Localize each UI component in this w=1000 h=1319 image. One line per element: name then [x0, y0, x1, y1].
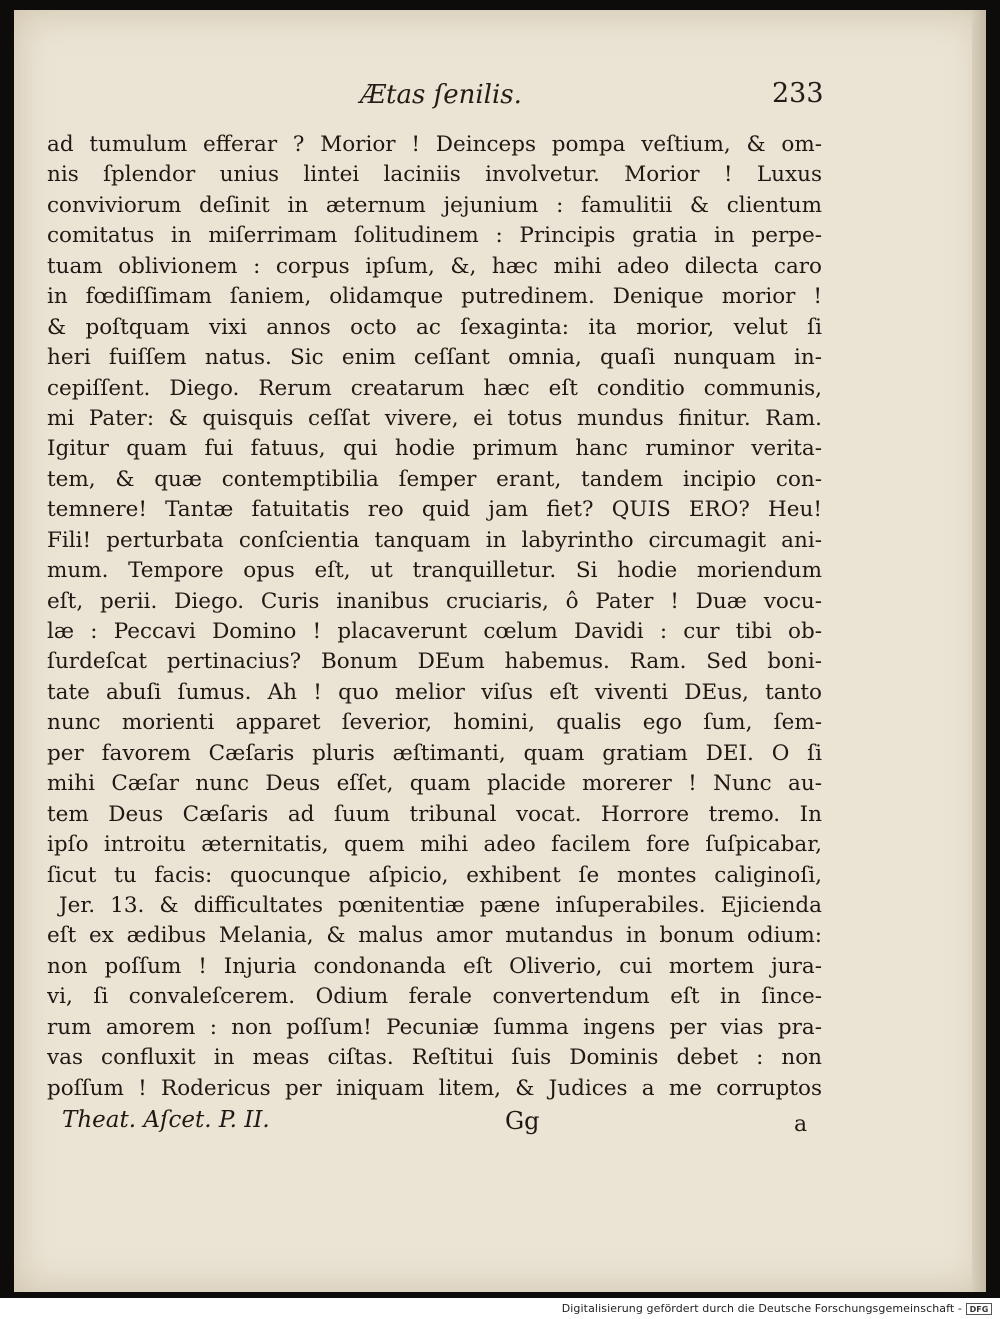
text-line: poſſum ! Rodericus per iniquam litem, & Judices a me corruptos: [47, 1075, 822, 1101]
text-line: conviviorum deſinit in æternum jejunium : famulitii & clientum: [47, 192, 822, 218]
text-line: per favorem Cæſaris pluris æſtimanti, quam gratiam DEI. O ſi: [47, 740, 822, 766]
text-line: nis ſplendor unius lintei laciniis involvetur. Morior ! Luxus: [47, 162, 822, 188]
text-line: Fili! perturbata conſcientia tanquam in labyrintho circumagit ani-: [47, 527, 822, 553]
page-number: 233: [772, 78, 824, 109]
text-line: ipſo introitu æternitatis, quem mihi adeo facilem fore ſuſpicabar,: [47, 832, 822, 858]
text-line: rum amorem : non poſſum! Pecuniæ ſumma ingens per vias pra-: [47, 1014, 822, 1040]
text-line: læ : Peccavi Domino ! placaverunt cœlum Davidi : cur tibi ob-: [47, 619, 822, 644]
text-line: comitatus in miſerrimam ſolitudinem : Principis gratia in perpe-: [47, 223, 822, 249]
text-line: mihi Cæſar nunc Deus eſſet, quam placide morerer ! Nunc au-: [47, 771, 822, 797]
text-line: eſt ex ædibus Melania, & malus amor mutandus in bonum odium:: [47, 923, 822, 949]
footer-book-title: Theat. Aſcet. P. II.: [62, 1107, 270, 1133]
dfg-logo-icon: DFG: [966, 1303, 992, 1315]
text-line: ad tumulum efferar ? Morior ! Deinceps pompa veſtium, & om-: [47, 132, 822, 157]
body-text: [47, 130, 822, 1104]
text-line: tem, & quæ contemptibilia ſemper erant, tandem incipio con-: [47, 466, 822, 492]
text-line: vas confluxit in meas ciſtas. Reſtitui ſuis Dominis debet : non: [47, 1045, 822, 1071]
text-line: temnere! Tantæ fatuitatis reo quid jam fiet? QUIS ERO? Heu!: [47, 497, 822, 523]
text-line: Igitur quam fui fatuus, qui hodie primum hanc ruminor verita-: [47, 436, 822, 462]
text-line: tem Deus Cæſaris ad ſuum tribunal vocat. Horrore tremo. In: [47, 801, 822, 827]
text-line: ſurdeſcat pertinacius? Bonum DEum habemus. Ram. Sed boni-: [47, 649, 822, 675]
text-line: mi Pater: & quisquis ceſſat vivere, ei totus mundus finitur. Ram.: [47, 405, 822, 431]
text-line: eſt, perii. Diego. Curis inanibus cruciaris, ô Pater ! Duæ vocu-: [47, 588, 822, 614]
text-line: vi, ſi convaleſcerem. Odium ferale convertendum eſt in ſince-: [47, 984, 822, 1010]
text-line: & poſtquam vixi annos octo ac ſexaginta: ita morior, velut ſi: [47, 314, 822, 340]
text-line: tate abuſi ſumus. Ah ! quo melior viſus eſt viventi DEus, tanto: [47, 679, 822, 705]
text-line: ſicut tu facis: quocunque aſpicio, exhibent ſe montes caliginoſi,: [47, 862, 822, 888]
text-line: in fœdiſſimam ſaniem, olidamque putredinem. Denique morior !: [47, 284, 822, 310]
page-edge: [972, 10, 986, 1292]
signature-mark: Gg: [505, 1107, 540, 1135]
text-line: cepiſſent. Diego. Rerum creatarum hæc eſt conditio communis,: [47, 375, 822, 401]
text-line: non poſſum ! Injuria condonanda eſt Oliverio, cui mortem jura-: [47, 953, 822, 979]
text-line: tuam oblivionem : corpus ipſum, &, hæc mihi adeo dilecta caro: [47, 253, 822, 279]
running-head: Ætas ſenilis.: [360, 80, 522, 110]
text-line: heri fuiſſem natus. Sic enim ceſſant omnia, quaſi nunquam in-: [47, 345, 822, 371]
digitization-credit: Digitalisierung gefördert durch die Deutsche Forschungsgemeinschaft -: [561, 1302, 962, 1315]
text-line: mum. Tempore opus eſt, ut tranquilletur. Si hodie moriendum: [47, 558, 822, 584]
text-line: Jer. 13. & difficultates pœnitentiæ pæne inſuperabiles. Ejicienda: [59, 892, 822, 918]
text-line: nunc morienti apparet ſeverior, homini, qualis ego ſum, ſem-: [47, 710, 822, 736]
catchword: a: [794, 1112, 808, 1137]
